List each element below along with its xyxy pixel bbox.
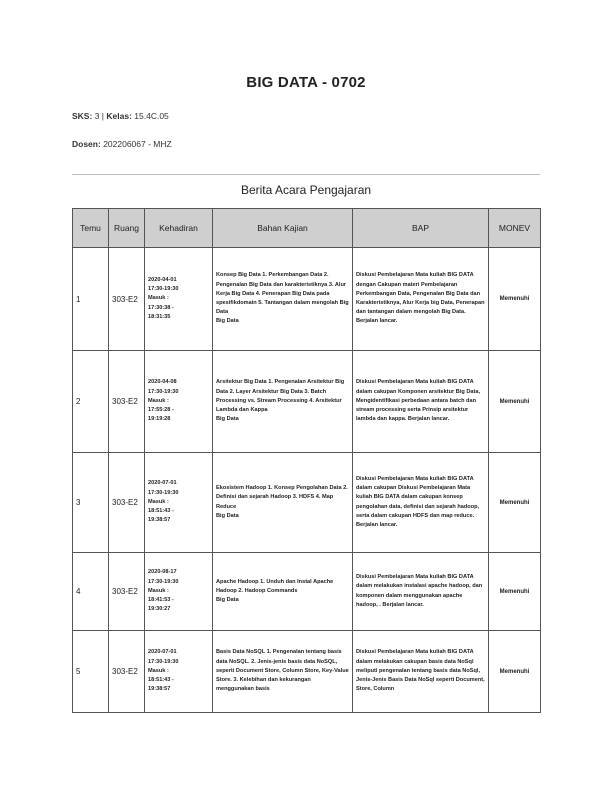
cell-monev: Memenuhi [489, 453, 541, 553]
kelas-value: 15.4C.05 [134, 111, 169, 121]
cell-temu: 2 [73, 351, 109, 453]
kehadiran-date: 2020-04-01 [148, 276, 177, 283]
bahan-text: Ekosistem Hadoop 1. Konsep Pengolahan Data 2. Definisi dan sejarah Hadoop 3. HDFS 4. Map Reduce [216, 485, 348, 510]
meta-separator: | [101, 111, 105, 121]
cell-monev: Memenuhi [489, 248, 541, 351]
cell-ruang: 303-E2 [109, 553, 145, 631]
cell-temu: 5 [73, 631, 109, 713]
cell-bahan-kajian [213, 631, 353, 713]
header-bap: BAP [353, 209, 489, 248]
header-monev: MONEV [489, 209, 541, 248]
cell-kehadiran [145, 553, 213, 631]
bahan-course: Big Data [216, 318, 239, 325]
cell-temu: 3 [73, 453, 109, 553]
dosen-label: Dosen: [72, 139, 101, 149]
table-row [73, 631, 541, 713]
bahan-text: Arsitektur Big Data 1. Pengenalan Arsitektur Big Data 2. Layer Arsitektur Big Data 3. Batch Processing vs. Stream Processing 4. Arsitektur Lambda dan Kappa [216, 379, 345, 414]
cell-kehadiran [145, 351, 213, 453]
kehadiran-date: 2020-04-08 [148, 379, 177, 386]
section-title: Berita Acara Pengajaran [240, 183, 372, 197]
cell-bahan-kajian [213, 351, 353, 453]
cell-ruang: 303-E2 [109, 631, 145, 713]
dosen-value: 202206067 - MHZ [103, 139, 172, 149]
cell-kehadiran [145, 248, 213, 351]
cell-temu: 4 [73, 553, 109, 631]
kehadiran-start: 17:30:38 - [148, 304, 174, 311]
table-row [73, 553, 541, 631]
bahan-course: Big Data [216, 512, 239, 519]
bahan-course: Big Data [216, 597, 239, 604]
cell-bahan-kajian [213, 553, 353, 631]
kehadiran-date: 2020-07-01 [148, 480, 177, 487]
header-kehadiran: Kehadiran [145, 209, 213, 248]
sks-value: 3 [94, 111, 100, 121]
kehadiran-end: 18:31:35 [148, 313, 171, 320]
table-row [73, 453, 541, 553]
cell-kehadiran [145, 453, 213, 553]
cell-bap: Diskusi Pembelajaran Mata kuliah BIG DATA dalam cakupan Diskusi Pembelajaran Mata kuliah BIG DATA dalam cakupan konsep pengolahan data, definisi dan sejarah hadoop, serta dalam cakupan HDFS dan map reduce. Berjalan lancar. [353, 453, 489, 553]
cell-bap: Diskusi Pembelajaran Mata kuliah BIG DATA dengan Cakupan materi Pembelajaran Perkembangan Data, Pengenalan Big Data dan Karakteristiknya, Alur Kerja big Data, Penerapan dan tantangan dalam mengolah Big Data. Berjalan lancar. [353, 248, 489, 351]
kehadiran-schedule: 17:30-19:30 [148, 489, 179, 496]
bahan-text: Apache Hadoop 1. Unduh dan Instal Apache Hadoop 2. Hadoop Commands [216, 578, 334, 594]
kehadiran-schedule: 17:30-19:30 [148, 658, 179, 665]
cell-bap: Diskusi Pembelajaran Mata kuliah BIG DATA dalam melakukan instalasi apache hadoop, dan komponen dalam menggunakan apache hadoop, . Berjalan lancar. [353, 553, 489, 631]
kehadiran-schedule: 17:30-19:30 [148, 388, 179, 395]
course-title: BIG DATA - 0702 [246, 74, 366, 91]
kehadiran-end: 19:38:57 [148, 517, 171, 524]
cell-monev: Memenuhi [489, 351, 541, 453]
cell-temu: 1 [73, 248, 109, 351]
table-row [73, 351, 541, 453]
kehadiran-masuk-label: Masuk : [148, 295, 169, 302]
kehadiran-end: 19:30:27 [148, 606, 171, 613]
kehadiran-masuk-label: Masuk : [148, 667, 169, 674]
kehadiran-start: 17:55:28 - [148, 407, 174, 414]
cell-ruang: 303-E2 [109, 453, 145, 553]
bahan-text: Basis Data NoSQL 1. Pengenalan tentang basis data NoSQL. 2. Jenis-jenis basis data NoSQL, seperti Document Store, Column Store, Key-Value Store. 3. Kelebihan dan kekurangan menggunakan basis [216, 649, 349, 693]
cell-bap: Diskusi Pembelajaran Mata kuliah BIG DATA dalam melakukan cakupan basis data NoSql meliputi pengenalan tentang basis data NoSql, Jenis-Jenis Basis Data NoSql seperti Document, Store, Column [353, 631, 489, 713]
teaching-report-table [72, 208, 541, 713]
cell-bahan-kajian [213, 453, 353, 553]
cell-bap: Diskusi Pembelajaran Mata kuliah BIG DATA dalam cakupan Komponen arsitektur Big Data, Mengidentifikasi perbedaan antara batch dan stream processing serta Prinsip arsitektur lambda dan kappa. Berjalan lancar. [353, 351, 489, 453]
divider [72, 174, 540, 175]
kehadiran-date: 2020-07-01 [148, 649, 177, 656]
kehadiran-start: 18:51:43 - [148, 508, 174, 515]
kehadiran-date: 2020-08-17 [148, 569, 177, 576]
bahan-course: Big Data [216, 416, 239, 423]
cell-kehadiran [145, 631, 213, 713]
course-meta [72, 111, 169, 121]
cell-ruang: 303-E2 [109, 351, 145, 453]
kehadiran-end: 19:19:28 [148, 416, 171, 423]
kehadiran-end: 19:38:57 [148, 686, 171, 693]
dosen-meta [72, 139, 172, 149]
header-bahan-kajian: Bahan Kajian [213, 209, 353, 248]
header-ruang: Ruang [109, 209, 145, 248]
kehadiran-schedule: 17:30-19:30 [148, 286, 179, 293]
kehadiran-start: 18:41:53 - [148, 597, 174, 604]
cell-ruang: 303-E2 [109, 248, 145, 351]
kehadiran-masuk-label: Masuk : [148, 498, 169, 505]
sks-label: SKS: [72, 111, 93, 121]
kehadiran-schedule: 17:30-19:30 [148, 578, 179, 585]
header-temu: Temu [73, 209, 109, 248]
cell-monev: Memenuhi [489, 631, 541, 713]
kehadiran-masuk-label: Masuk : [148, 397, 169, 404]
kehadiran-masuk-label: Masuk : [148, 587, 169, 594]
table-header-row [73, 209, 541, 248]
table-row [73, 248, 541, 351]
kelas-label: Kelas: [106, 111, 132, 121]
bahan-text: Konsep Big Data 1. Perkembangan Data 2. Pengenalan Big Data dan karakteristiknya 3. Alur Kerja Big Data 4. Penerapan Big Data pada spesifikdomain 5. Tantangan dalam mengolah Big Data [216, 272, 349, 316]
cell-bahan-kajian [213, 248, 353, 351]
kehadiran-start: 18:51:43 - [148, 677, 174, 684]
cell-monev: Memenuhi [489, 553, 541, 631]
